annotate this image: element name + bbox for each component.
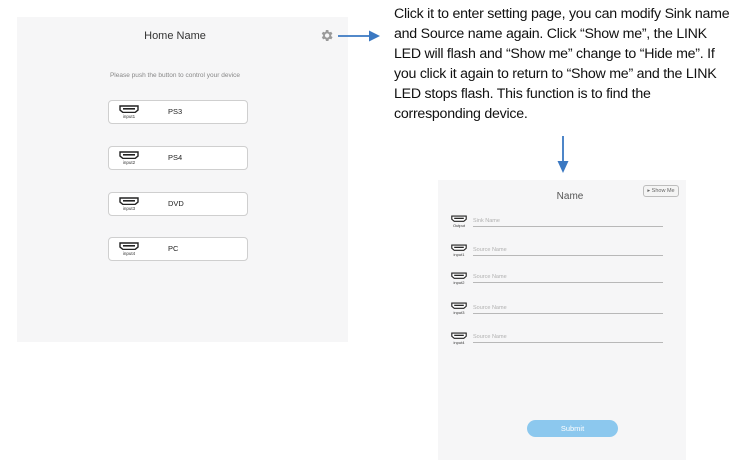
port-label: input2 — [453, 280, 465, 285]
settings-panel — [438, 180, 686, 460]
arrow-right-icon — [337, 29, 381, 43]
source-button-input2[interactable] — [108, 146, 248, 170]
sink-name-input[interactable] — [473, 215, 663, 227]
arrow-down-icon — [556, 136, 570, 174]
source-name-input-2[interactable] — [473, 271, 663, 283]
hdmi-port-icon — [119, 197, 139, 205]
port-label: input1 — [453, 252, 465, 257]
source-button-input1[interactable] — [108, 100, 248, 124]
hdmi-port-icon — [451, 215, 467, 222]
show-me-button[interactable]: ▸ Show Me — [643, 185, 679, 197]
source-name: PC — [168, 244, 179, 253]
hdmi-port-icon — [451, 272, 467, 279]
source-name: PS4 — [168, 153, 183, 162]
hdmi-port-icon — [119, 105, 139, 113]
hdmi-port-icon — [451, 302, 467, 309]
settings-title: Name — [556, 191, 584, 202]
instruction-note: Click it to enter setting page, you can modify Sink name and Source name again. Click “Show me”, the LINK LED will flash and “Show me” change to “Hide me”. If you click it again to return to “Show me” and the LINK LED stops flash. This function is to find the corresponding device. — [394, 6, 730, 122]
port-label: input3 — [453, 310, 465, 315]
source-button-input4[interactable] — [108, 237, 248, 261]
source-name-input-3[interactable] — [473, 302, 663, 314]
control-hint: Please push the button to control your device — [109, 72, 241, 79]
port-label: input2 — [122, 160, 136, 165]
port-label: Output — [452, 223, 465, 228]
show-me-label: Show Me — [651, 188, 675, 194]
gear-icon[interactable] — [319, 28, 334, 43]
hdmi-port-icon — [451, 244, 467, 251]
submit-button[interactable]: Submit — [527, 420, 618, 437]
home-title: Home Name — [144, 30, 206, 42]
hdmi-port-icon — [119, 151, 139, 159]
port-label: input4 — [453, 340, 465, 345]
home-panel — [17, 17, 348, 342]
hdmi-port-icon — [451, 332, 467, 339]
port-label: input1 — [122, 114, 136, 119]
port-label: input3 — [122, 206, 136, 211]
hdmi-port-icon — [119, 242, 139, 250]
source-name: PS3 — [168, 107, 183, 116]
source-button-input3[interactable] — [108, 192, 248, 216]
source-name: DVD — [168, 199, 184, 208]
port-label: input4 — [122, 251, 136, 256]
source-name-input-4[interactable] — [473, 331, 663, 343]
source-name-input-1[interactable] — [473, 244, 663, 256]
